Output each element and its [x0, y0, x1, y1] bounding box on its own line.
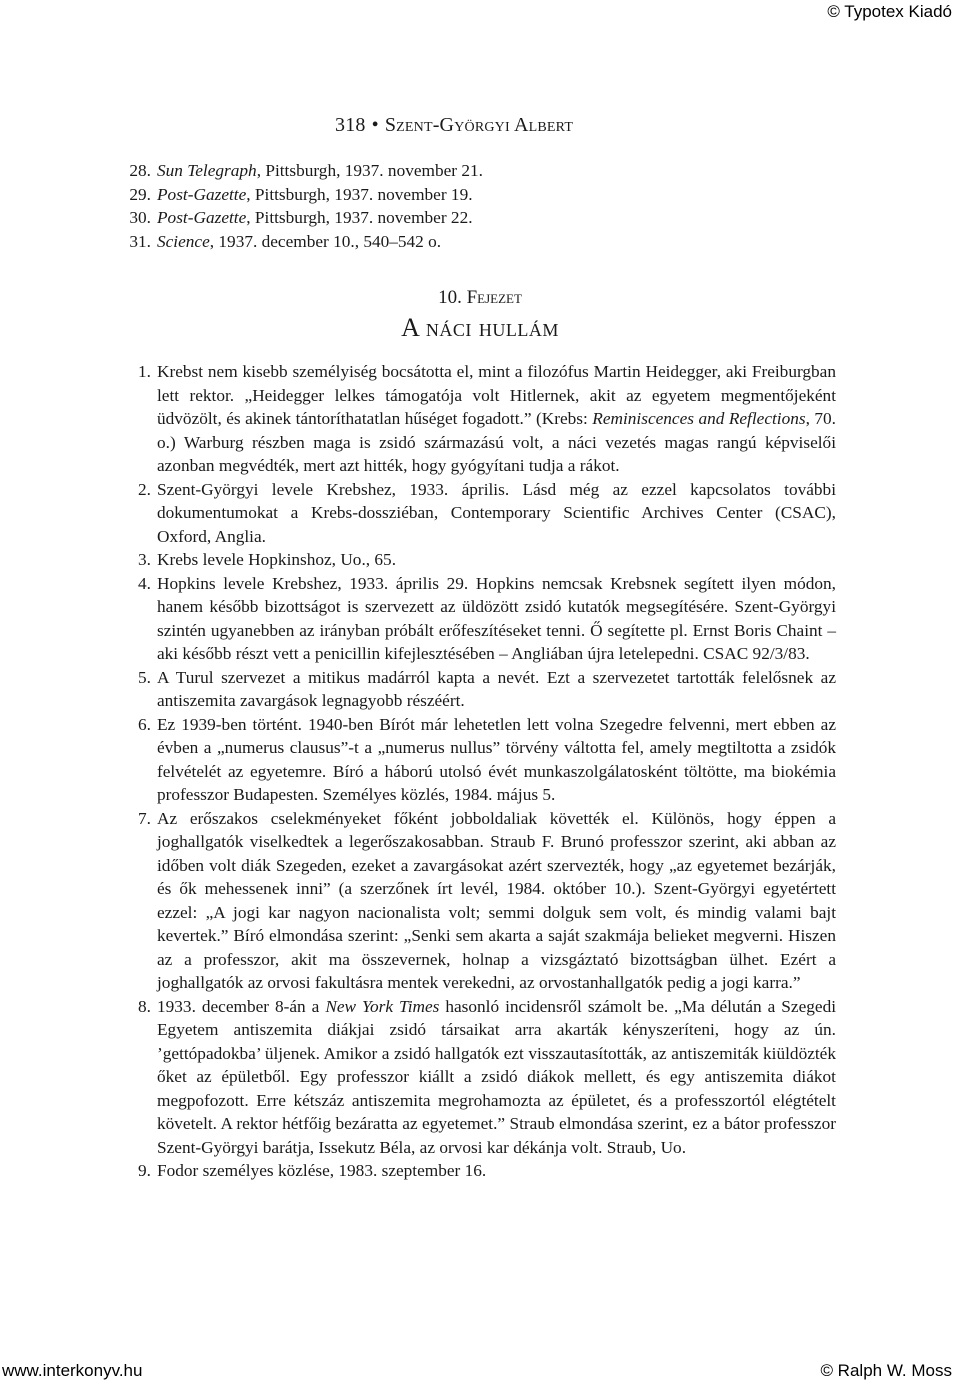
- chapter-notes: [124, 360, 836, 1183]
- list-item: [124, 478, 836, 549]
- note-title-italic: New York Times: [325, 996, 440, 1016]
- note-text: Az erőszakos cselekményeket főként jobboldaliak követték el. Különös, hogy éppen a joghallgatók viselkedtek a legerőszakosabban. Straub F. Brunó professzor szerint, aki abban az időben volt diák Szegeden, ezeket a zavargásokat azért szervezték, hogy „az egyetemet bezárják, és ők mehessenek inni” (a szerzőnek írt levél, 1984. október 10.). Szent-Györgyi egyetértett ezzel: „A jogi kar nagyon nacionalista volt; semmi dolguk sem volt, és mindig valami bajt kevertek.” Bíró elmondása szerint: „Senki sem akarta a saját szakmája belieket megverni. Hiszen az a professzor, akit ma összevernek, holnap a vizsgáztató bizottságban ülhet. Ezért a joghallgatók az orvosi fakultásra mentek verekedni, az orvostanhallgatók pedig a jogi karra.”: [157, 808, 836, 992]
- chapter-label: 10. Fejezet: [438, 287, 522, 308]
- note-text: Szent-Györgyi levele Krebshez, 1933. április. Lásd még az ezzel kapcsolatos további dokumentumokat a Krebs-dossziéban, Contemporary Scientific Archives Center (CSAC), Oxford, Anglia.: [157, 479, 836, 546]
- bullet-separator: •: [371, 114, 379, 136]
- running-head-title: Szent-Györgyi Albert: [384, 114, 574, 136]
- note-text: Fodor személyes közlése, 1983. szeptember 16.: [157, 1161, 487, 1180]
- note-text: , Pittsburgh, 1937. november 21.: [256, 161, 483, 180]
- previous-chapter-notes: [124, 159, 844, 253]
- note-source: Post-Gazette: [157, 184, 247, 204]
- note-text-part: Krebst nem kisebb személyiség bocsátotta el, mint a filozófus Martin Heidegger, aki Freiburgban lett rektor. „Heidegger lelkes támogatója volt Hitlernek, akit az egyetem megmentőjeként üdvözölt, és akinek tántoríthatatlan hűséget fogadott.” (Krebs:: [157, 362, 836, 428]
- note-number: 9.: [138, 1161, 151, 1180]
- note-text: , Pittsburgh, 1937. november 19.: [246, 184, 473, 204]
- note-number: 6.: [138, 714, 151, 734]
- note-number: 3.: [138, 550, 151, 569]
- note-text-part: , 70. o.) Warburg részben maga is zsidó származású volt, a náci vezetés magas rangú képviselői azonban megvédték, mert azt hitték, hogy gyógyítani tudja a rákot.: [157, 409, 836, 475]
- note-number: 7.: [138, 808, 151, 828]
- note-text: Krebs levele Hopkinshoz, Uo., 65.: [157, 550, 397, 569]
- list-item: [124, 230, 844, 254]
- list-item: [124, 183, 844, 207]
- list-item: [124, 159, 844, 183]
- note-text: , Pittsburgh, 1937. november 22.: [246, 208, 473, 227]
- list-item: [124, 995, 836, 1160]
- note-number: 8.: [138, 996, 151, 1016]
- list-item: [124, 572, 836, 666]
- note-text: Ez 1939-ben történt. 1940-ben Bírót már lehetetlen lett volna Szegedre felvenni, mert ebben az évben a „numerus clausus”-t a „numerus nullus” törvény váltotta fel, amely megtiltotta a zsidók felvételét az egyetemre. Bíró a háború utolsó évét munkaszolgálatosként töltötte, ma biokémia professzor Budapesten. Személyes közlés, 1984. május 5.: [157, 714, 836, 804]
- copyright-author: © Ralph W. Moss: [820, 1361, 952, 1380]
- chapter-title: A náci hullám: [401, 313, 559, 342]
- note-number: 2.: [138, 479, 151, 499]
- list-item: [124, 360, 836, 478]
- note-text: Hopkins levele Krebshez, 1933. április 29. Hopkins nemcsak Krebsnek segített ilyen módon, hanem később bizottságot is szervezett az üldözött zsidó kutatók megsegítésére. Szent-Györgyi szintén ugyanebben az irányban próbált erőfeszítéseket tenni. Ő segítette pl. Ernst Boris Chaint – aki később részt vett a penicillin kifejlesztésében – Angliában újra letelepedni. CSAC 92/3/83.: [157, 573, 836, 663]
- note-text: , 1937. december 10., 540–542 o.: [209, 231, 442, 251]
- note-text-part: 1933. december 8-án a: [157, 996, 326, 1016]
- note-source: Post-Gazette: [157, 208, 247, 227]
- note-number: 4.: [138, 573, 151, 593]
- note-number: 28.: [129, 161, 151, 180]
- note-number: 30.: [129, 208, 151, 227]
- note-number: 5.: [138, 667, 151, 687]
- note-text: [157, 995, 836, 1160]
- note-number: 1.: [138, 362, 151, 381]
- note-text: A Turul szervezet a mitikus madárról kapta a nevét. Ezt a szervezetet tartották felelősnek az antiszemita zavargások legnagyobb részéért.: [157, 667, 836, 710]
- list-item: [124, 206, 844, 230]
- note-source: Sun Telegraph: [157, 161, 257, 180]
- note-source: Science: [157, 231, 210, 251]
- list-item: [124, 807, 836, 995]
- note-number: 31.: [129, 231, 151, 251]
- note-text-part: hasonló incidensről számolt be. „Ma délután a Szegedi Egyetem antiszemita diákjai zsidó társaikat arra akarták kényszeríteni, hogy az ún. ’gettópadokba’ üljenek. Amikor a zsidó hallgatók ezt visszautasították, az antiszemiták kiüldözték őket az épületből. Egy professzor kiállt a zsidó diákok mellett, és egy antiszemita diákot megpofozott. Erre kétszáz antiszemita megrohamozta az épületet, és a professzortól elégtételt követelt. A rektor hétfőig bezáratta az egyetemet.” Straub elmondása szerint, ez a bátor professzor Szent-Györgyi barátja, Issekutz Béla, az orvosi kar dékánja volt. Straub, Uo.: [157, 996, 837, 1157]
- note-number: 29.: [129, 184, 151, 204]
- website-url: www.interkonyv.hu: [2, 1361, 143, 1380]
- copyright-publisher: © Typotex Kiadó: [827, 2, 952, 21]
- running-head: [335, 114, 573, 137]
- list-item: [124, 666, 836, 713]
- page-number: 318: [335, 114, 366, 136]
- note-title-italic: Reminiscences and Reflections: [592, 409, 806, 428]
- list-item: [124, 1159, 836, 1183]
- note-text: [157, 360, 836, 478]
- list-item: [124, 713, 836, 807]
- list-item: [124, 548, 836, 572]
